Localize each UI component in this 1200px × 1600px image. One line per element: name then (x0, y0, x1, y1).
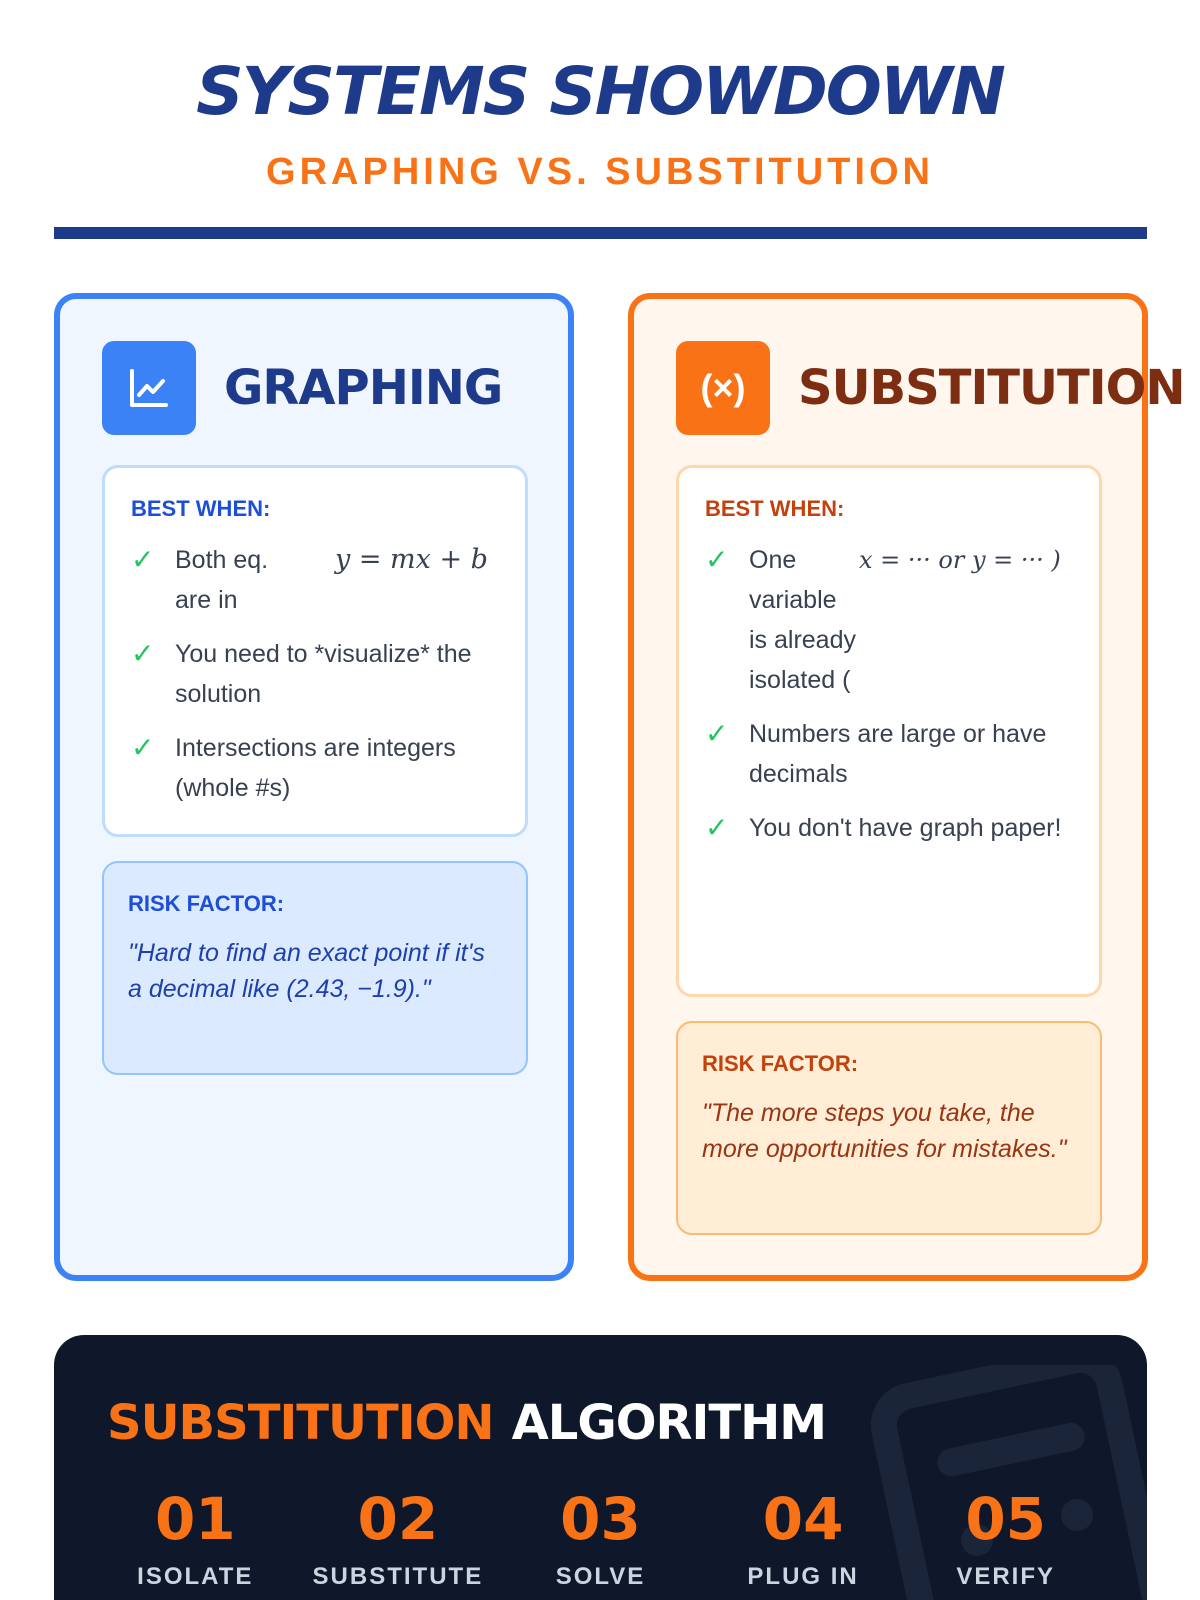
math-expression: x = ··· or y = ··· ) (859, 546, 1061, 574)
step-number: 02 (357, 1485, 439, 1553)
step-label: PLUG IN (747, 1563, 859, 1590)
list-item-text: Both eq. are in (175, 546, 269, 614)
graphing-card-header (102, 341, 502, 435)
math-expression: y = mx + b (335, 544, 488, 575)
risk-quote: "The more steps you take, the more opportunities for mistakes." (702, 1099, 1067, 1163)
graphing-risk-factor (102, 861, 528, 1075)
step-label: VERIFY (956, 1563, 1056, 1590)
step-number: 03 (560, 1485, 641, 1553)
check-icon: ✓ (705, 544, 729, 575)
algorithm-title-accent: SUBSTITUTION (107, 1395, 494, 1451)
algorithm-title-rest: ALGORITHM (511, 1395, 827, 1451)
check-icon: ✓ (131, 544, 155, 575)
list-item (131, 728, 499, 808)
substitution-checklist (705, 540, 1073, 848)
step-item (499, 1485, 702, 1591)
page-title: SYSTEMS SHOWDOWN (196, 53, 1004, 130)
step-item (904, 1485, 1107, 1591)
algorithm-title (107, 1395, 826, 1451)
step-item (702, 1485, 905, 1591)
list-item (705, 714, 1073, 794)
chart-line-icon (102, 341, 196, 435)
substitution-card-header (676, 341, 1185, 435)
step-item (297, 1485, 500, 1591)
check-icon: ✓ (131, 732, 155, 763)
check-icon: ✓ (705, 718, 729, 749)
graphing-card (54, 293, 574, 1281)
risk-factor-label: RISK FACTOR: (702, 1051, 859, 1076)
best-when-label: BEST WHEN: (131, 496, 271, 521)
list-item (705, 540, 1073, 700)
graphing-best-when (102, 465, 528, 837)
check-icon: ✓ (705, 812, 729, 843)
list-item (131, 540, 499, 620)
step-item (94, 1485, 297, 1591)
algorithm-steps (94, 1485, 1107, 1591)
substitution-title: SUBSTITUTION (798, 360, 1185, 416)
substitution-best-when (676, 465, 1102, 997)
step-number: 04 (762, 1485, 844, 1553)
substitution-risk-factor (676, 1021, 1102, 1235)
algorithm-panel (54, 1335, 1147, 1600)
graphing-checklist (131, 540, 499, 808)
list-item-text: Numbers are large or have decimals (749, 720, 1047, 788)
risk-quote: "Hard to find an exact point if it's a decimal like (2.43, −1.9)." (128, 939, 485, 1003)
page-header (0, 0, 1200, 194)
best-when-label: BEST WHEN: (705, 496, 845, 521)
list-item-text: Intersections are integers (whole #s) (175, 734, 456, 802)
list-item-text: You need to *visualize* the solution (175, 640, 472, 708)
list-item (131, 634, 499, 714)
header-divider (54, 227, 1147, 239)
page-subtitle: GRAPHING VS. SUBSTITUTION (266, 150, 934, 193)
step-label: SUBSTITUTE (312, 1563, 484, 1590)
substitution-card (628, 293, 1185, 1281)
list-item (705, 808, 1073, 848)
check-icon: ✓ (131, 638, 155, 669)
list-item-text: One variable is already isolated ( (749, 546, 856, 694)
step-number: 01 (154, 1485, 236, 1553)
list-item-text: You don't have graph paper! (749, 814, 1062, 842)
step-label: SOLVE (555, 1563, 646, 1590)
step-number: 05 (965, 1485, 1047, 1553)
variable-x-icon: (×) (676, 341, 770, 435)
graphing-title: GRAPHING (224, 360, 503, 416)
risk-factor-label: RISK FACTOR: (128, 891, 285, 916)
step-label: ISOLATE (137, 1563, 254, 1590)
